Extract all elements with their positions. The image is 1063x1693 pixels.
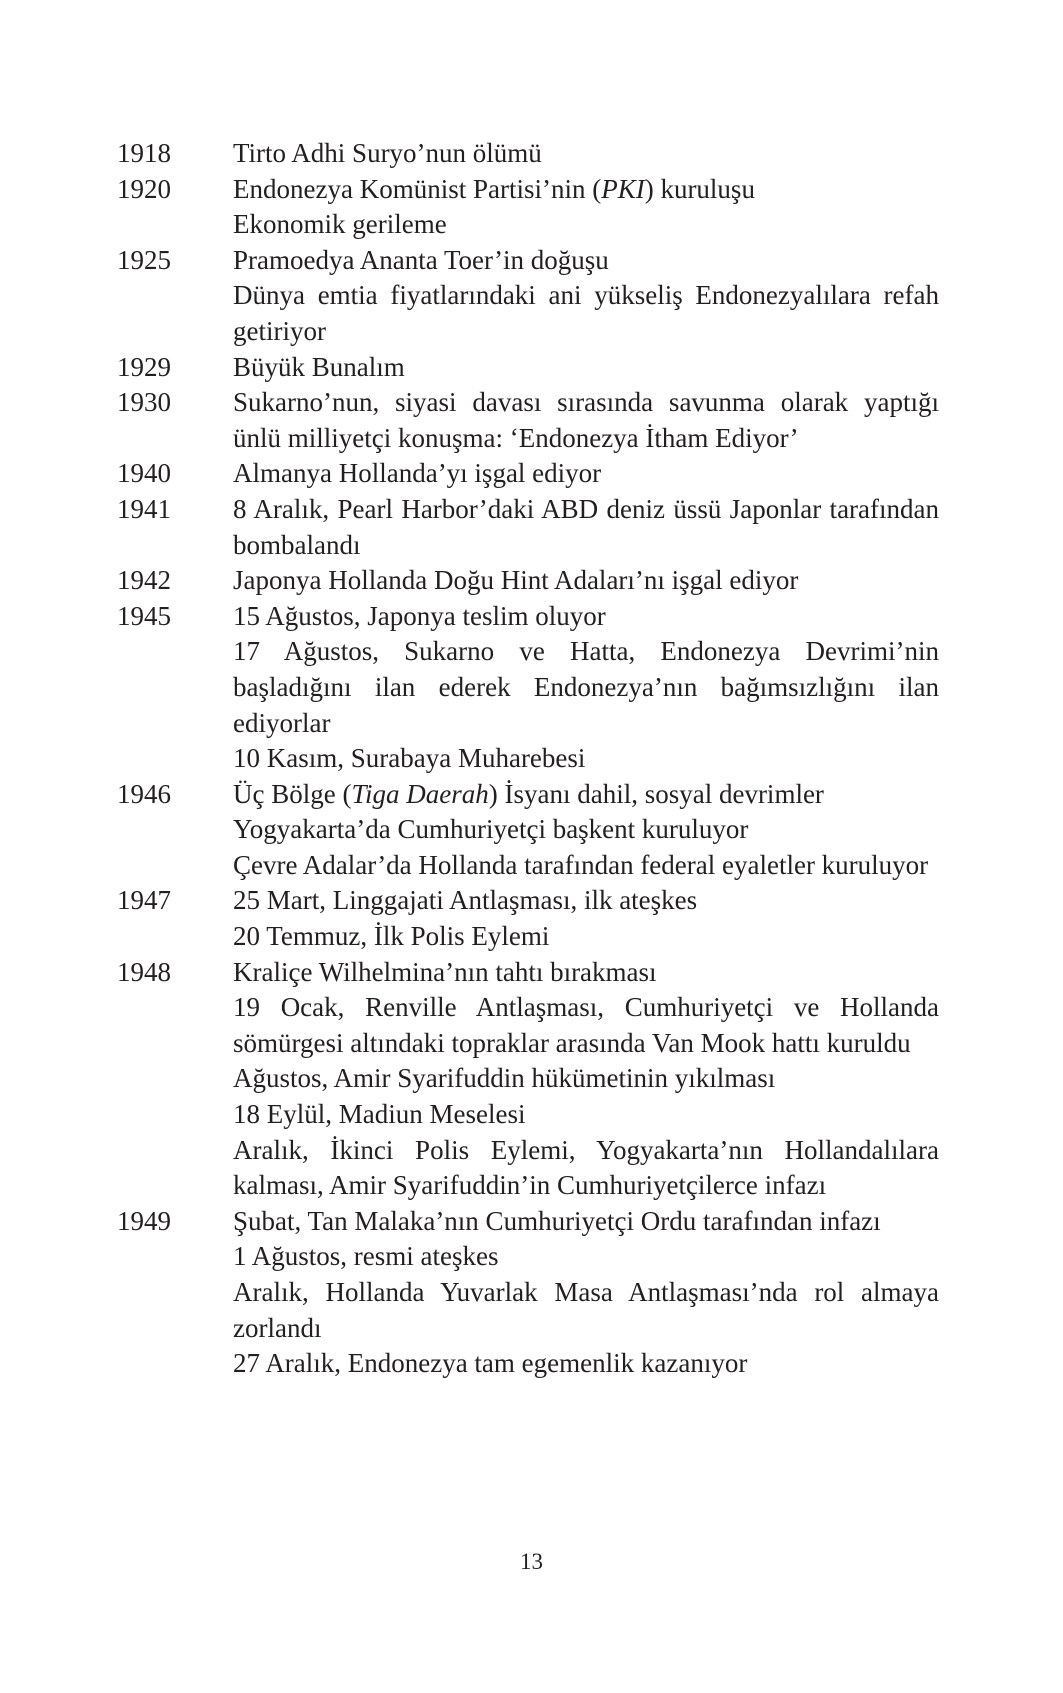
- event-text: [233, 1133, 946, 1204]
- entry-events: [233, 599, 946, 777]
- entry-events: [233, 883, 939, 954]
- event-segment: Yogyakarta’da Cumhuriyetçi başkent kuruluyor: [233, 814, 749, 845]
- timeline-entry: [117, 777, 939, 884]
- event-segment: Ekonomik gerileme: [233, 209, 447, 240]
- entry-year: 1946: [117, 778, 171, 809]
- entry-year: 1940: [117, 458, 171, 489]
- entry-events: [233, 777, 939, 884]
- event-text: [233, 741, 939, 777]
- event-segment: Çevre Adalar’da Hollanda tarafından federal eyaletler kuruluyor: [233, 849, 929, 880]
- event-segment: 17 Ağustos, Sukarno ve Hatta, Endonezya Devrimi’nin başladığını ilan ederek Endonezya’nın bağımsızlığını ilan ediyorlar: [233, 636, 946, 738]
- event-text: [233, 812, 939, 848]
- entry-events: [233, 563, 939, 599]
- event-text: [233, 207, 939, 243]
- event-text: [233, 563, 939, 599]
- event-text: [233, 492, 946, 563]
- event-text: [233, 1097, 939, 1133]
- event-text: [233, 350, 939, 386]
- event-text: [233, 172, 939, 208]
- entry-events: [233, 456, 939, 492]
- entry-year: 1945: [117, 600, 171, 631]
- entry-events: [233, 136, 939, 172]
- event-segment: Endonezya Komünist Partisi’nin (: [233, 173, 602, 204]
- entry-year: 1925: [117, 244, 171, 275]
- event-segment: Pramoedya Ananta Toer’in doğuşu: [233, 244, 609, 275]
- event-text: [233, 385, 946, 456]
- event-segment: Kraliçe Wilhelmina’nın tahtı bırakması: [233, 956, 657, 987]
- event-segment: 20 Temmuz, İlk Polis Eylemi: [233, 921, 550, 952]
- event-segment: Aralık, İkinci Polis Eylemi, Yogyakarta’nın Hollandalılara kalması, Amir Syarifuddin’in Cumhuriyetçilerce infazı: [233, 1134, 946, 1201]
- entry-year: 1947: [117, 885, 171, 916]
- event-segment: Üç Bölge (: [233, 778, 352, 809]
- entry-events: [233, 955, 946, 1204]
- event-text: [233, 777, 939, 813]
- timeline-entry: [117, 883, 939, 954]
- entry-year: 1941: [117, 493, 171, 524]
- event-segment: 15 Ağustos, Japonya teslim oluyor: [233, 600, 606, 631]
- event-segment: 18 Eylül, Madiun Meselesi: [233, 1099, 526, 1130]
- event-text: [233, 1346, 939, 1382]
- event-segment: 1 Ağustos, resmi ateşkes: [233, 1241, 499, 1272]
- chronology-timeline: [117, 136, 946, 1382]
- timeline-entry: [117, 955, 946, 1204]
- event-italic-term: PKI: [601, 173, 645, 204]
- event-text: [233, 1061, 939, 1097]
- timeline-entry: [117, 385, 946, 456]
- entry-events: [233, 350, 939, 386]
- event-segment: Aralık, Hollanda Yuvarlak Masa Antlaşması’nda rol almaya zorlandı: [233, 1277, 946, 1343]
- event-segment: 19 Ocak, Renville Antlaşması, Cumhuriyetçi ve Hollanda sömürgesi altındaki topraklar arasında Van Mook hattı kuruldu: [233, 992, 946, 1058]
- event-text: [233, 955, 939, 991]
- event-segment: ) kuruluşu: [644, 173, 755, 204]
- timeline-entry: [117, 350, 939, 386]
- event-segment: Büyük Bunalım: [233, 351, 405, 382]
- event-text: [233, 990, 946, 1061]
- event-text: [233, 1204, 939, 1240]
- entry-events: [233, 1204, 946, 1382]
- entry-events: [233, 385, 946, 456]
- timeline-entry: [117, 492, 946, 563]
- timeline-entry: [117, 136, 939, 172]
- event-segment: Japonya Hollanda Doğu Hint Adaları’nı işgal ediyor: [233, 565, 799, 596]
- entry-year: 1942: [117, 565, 171, 596]
- event-text: [233, 243, 939, 279]
- event-text: [233, 848, 939, 884]
- event-text: [233, 136, 939, 172]
- event-segment: Sukarno’nun, siyasi davası sırasında savunma olarak yaptığı ünlü milliyetçi konuşma: ‘Endonezya İtham Ediyor’: [233, 387, 946, 453]
- entry-year: 1929: [117, 351, 171, 382]
- entry-year: 1948: [117, 956, 171, 987]
- event-segment: 8 Aralık, Pearl Harbor’daki ABD deniz üssü Japonlar tarafından bombalandı: [233, 493, 946, 560]
- entry-year: 1920: [117, 173, 171, 204]
- entry-year: 1918: [117, 138, 171, 168]
- event-italic-term: Tiga Daerah: [351, 778, 489, 809]
- event-text: [233, 634, 946, 741]
- timeline-entry: [117, 599, 946, 777]
- event-segment: Ağustos, Amir Syarifuddin hükümetinin yıkılması: [233, 1063, 776, 1094]
- entry-events: [233, 492, 946, 563]
- timeline-entry: [117, 1204, 946, 1382]
- entry-year: 1930: [117, 387, 171, 418]
- event-segment: Almanya Hollanda’yı işgal ediyor: [233, 458, 602, 489]
- event-text: [233, 599, 939, 635]
- event-text: [233, 1275, 946, 1346]
- timeline-entry: [117, 172, 939, 243]
- event-segment: 27 Aralık, Endonezya tam egemenlik kazanıyor: [233, 1348, 748, 1379]
- page-number: 13: [520, 1549, 543, 1574]
- event-segment: Dünya emtia fiyatlarındaki ani yükseliş Endonezyalılara refah getiriyor: [233, 280, 946, 346]
- event-segment: Tirto Adhi Suryo’nun ölümü: [233, 138, 542, 168]
- event-segment: Şubat, Tan Malaka’nın Cumhuriyetçi Ordu tarafından infazı: [233, 1205, 881, 1236]
- event-segment: ) İsyanı dahil, sosyal devrimler: [488, 778, 824, 809]
- timeline-entry: [117, 456, 939, 492]
- entry-events: [233, 172, 939, 243]
- event-text: [233, 278, 946, 349]
- timeline-entry: [117, 563, 939, 599]
- event-text: [233, 1239, 939, 1275]
- timeline-entry: [117, 243, 946, 350]
- event-segment: 10 Kasım, Surabaya Muharebesi: [233, 743, 586, 774]
- event-segment: 25 Mart, Linggajati Antlaşması, ilk ateşkes: [233, 885, 698, 916]
- entry-events: [233, 243, 946, 350]
- event-text: [233, 883, 939, 919]
- event-text: [233, 919, 939, 955]
- entry-year: 1949: [117, 1205, 171, 1236]
- event-text: [233, 456, 939, 492]
